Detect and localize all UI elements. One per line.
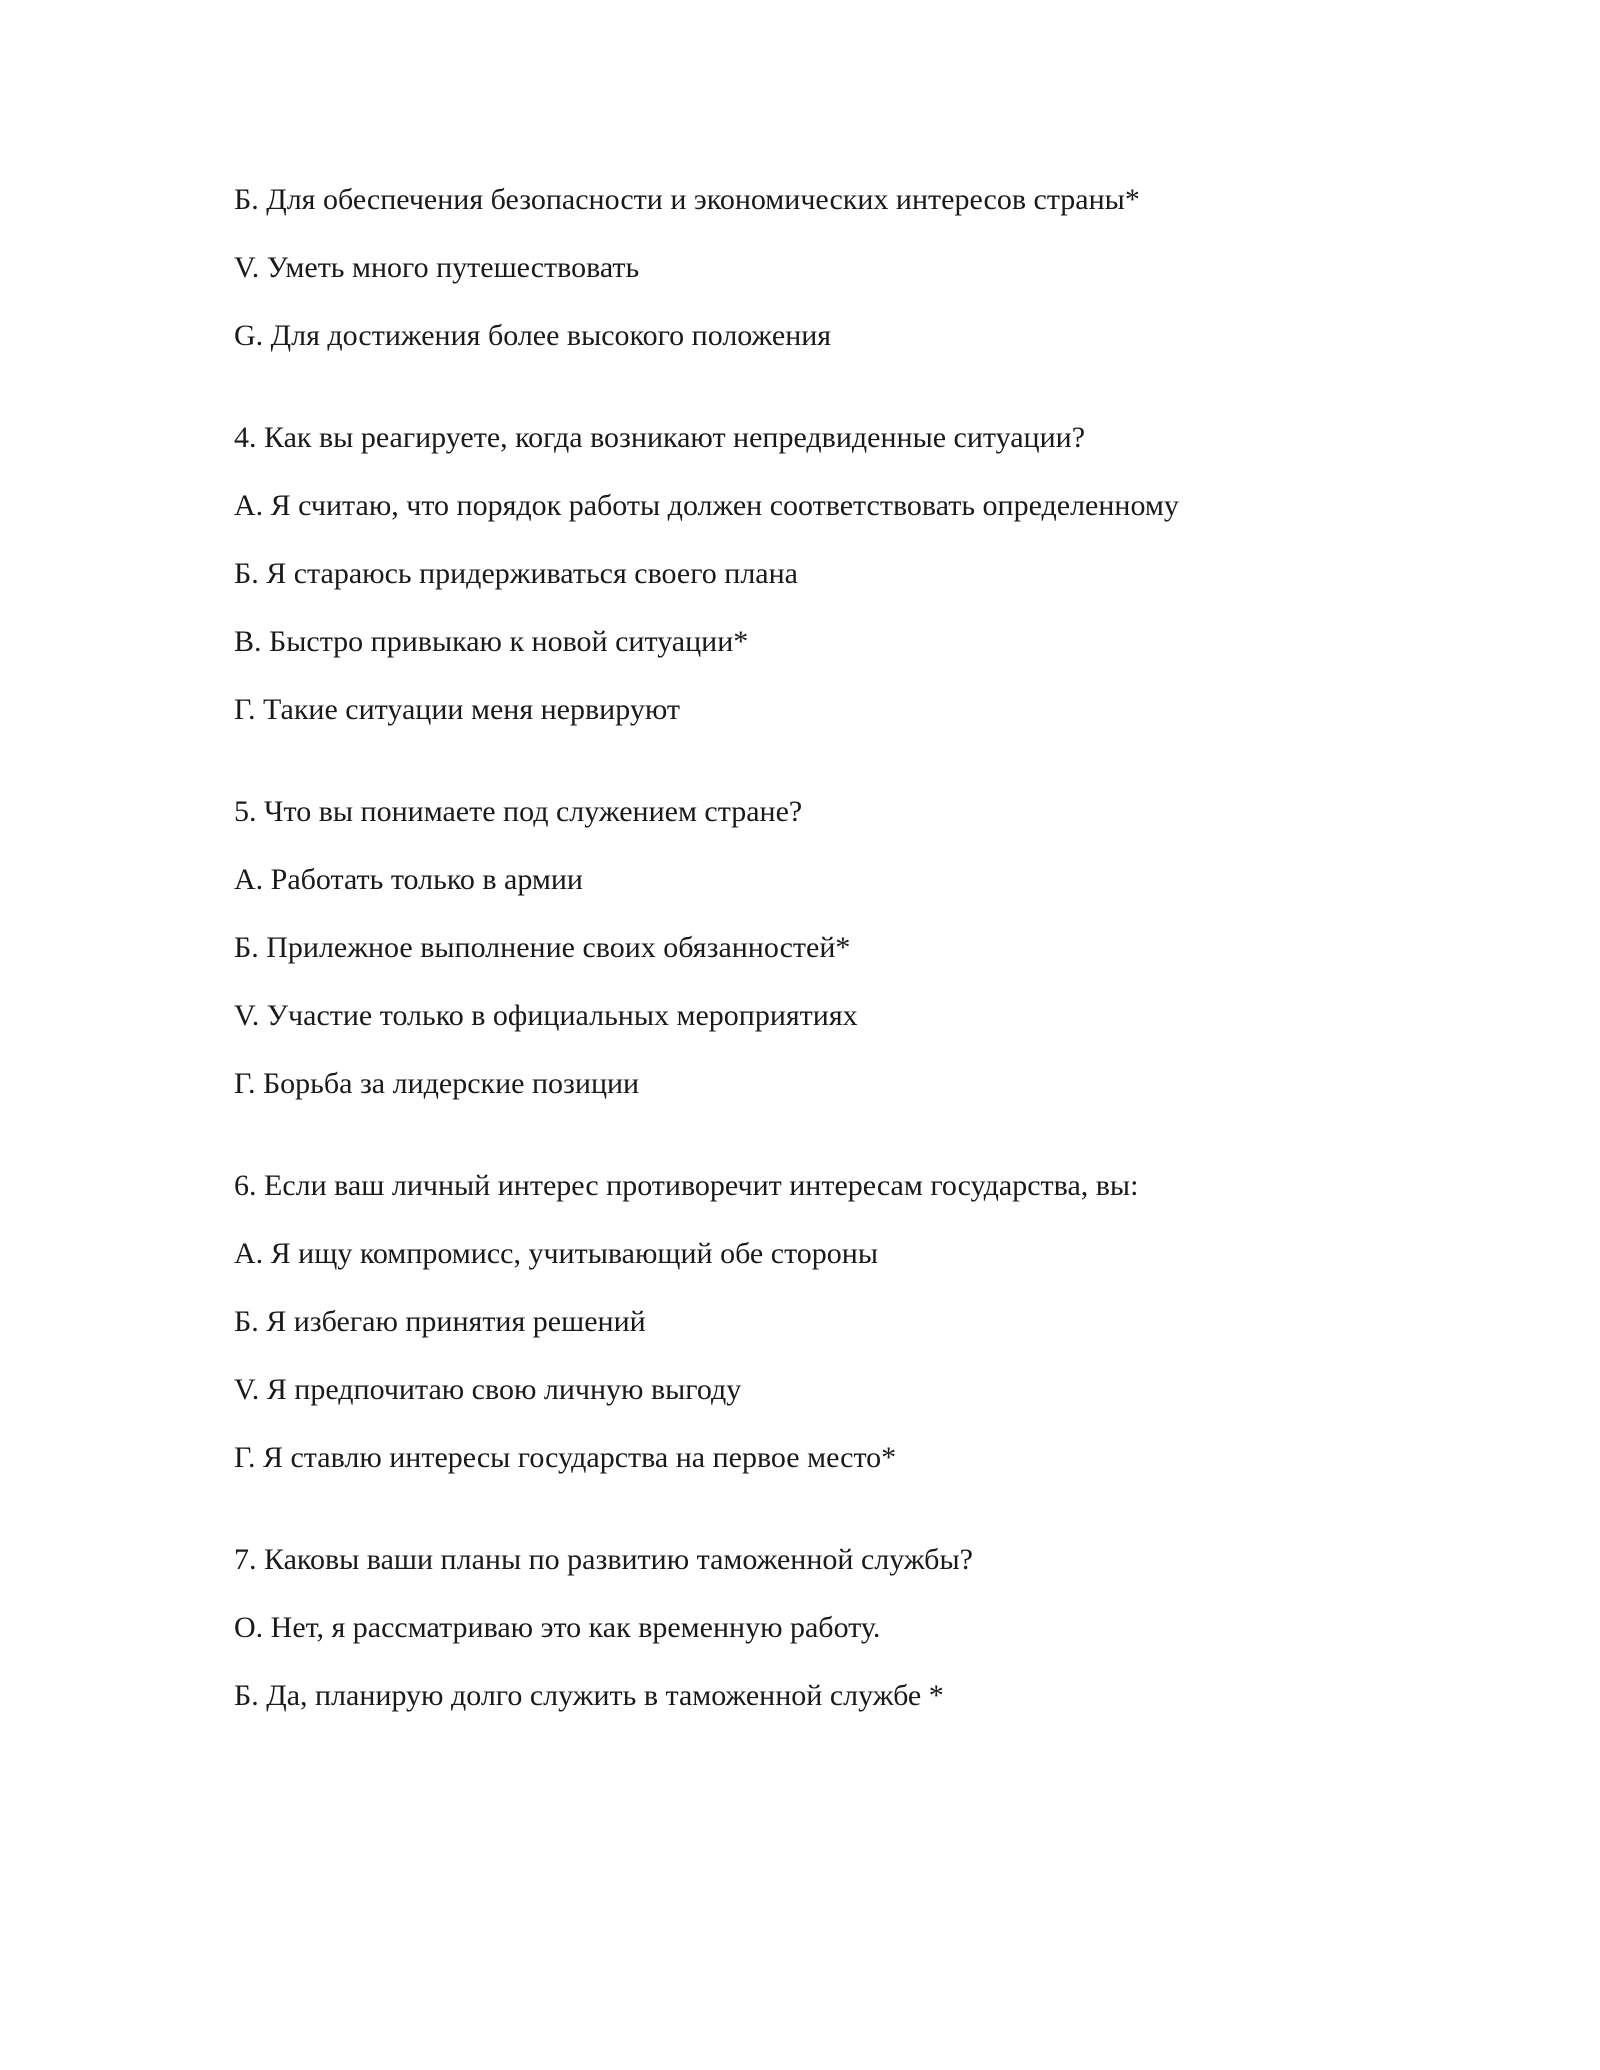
question-text: 6. Если ваш личный интерес противоречит интересам государства, вы: [234,1169,1139,1202]
question-block-3-continued [234,183,1434,353]
answer-option: V. Уметь много путешествовать [234,251,640,284]
answer-option: G. Для достижения более высокого положения [234,319,832,352]
question-block-4 [234,421,1434,727]
question-block-5 [234,795,1434,1101]
question-text: 7. Каковы ваши планы по развитию таможенной службы? [234,1543,973,1576]
answer-option: А. Я считаю, что порядок работы должен соответствовать определенному [234,489,1179,522]
answer-option: А. Работать только в армии [234,863,583,896]
answer-option: Б. Для обеспечения безопасности и экономических интересов страны* [234,183,1140,216]
answer-option: В. Быстро привыкаю к новой ситуации* [234,625,749,658]
answer-option: Г. Борьба за лидерские позиции [234,1067,640,1100]
question-text: 5. Что вы понимаете под служением стране? [234,795,803,828]
answer-option: А. Я ищу компромисс, учитывающий обе стороны [234,1237,878,1270]
answer-option: V. Участие только в официальных мероприятиях [234,999,858,1032]
answer-option: О. Нет, я рассматриваю это как временную работу. [234,1611,881,1644]
answer-option: Б. Прилежное выполнение своих обязанностей* [234,931,851,964]
question-block-7 [234,1543,1434,1713]
answer-option: Б. Да, планирую долго служить в таможенной службе * [234,1679,944,1712]
answer-option: V. Я предпочитаю свою личную выгоду [234,1373,742,1406]
answer-option: Г. Я ставлю интересы государства на первое место* [234,1441,897,1474]
question-block-6 [234,1169,1434,1475]
document-content [234,183,1434,1747]
answer-option: Г. Такие ситуации меня нервируют [234,693,680,726]
question-text: 4. Как вы реагируете, когда возникают непредвиденные ситуации? [234,421,1086,454]
answer-option: Б. Я стараюсь придерживаться своего плана [234,557,798,590]
answer-option: Б. Я избегаю принятия решений [234,1305,646,1338]
